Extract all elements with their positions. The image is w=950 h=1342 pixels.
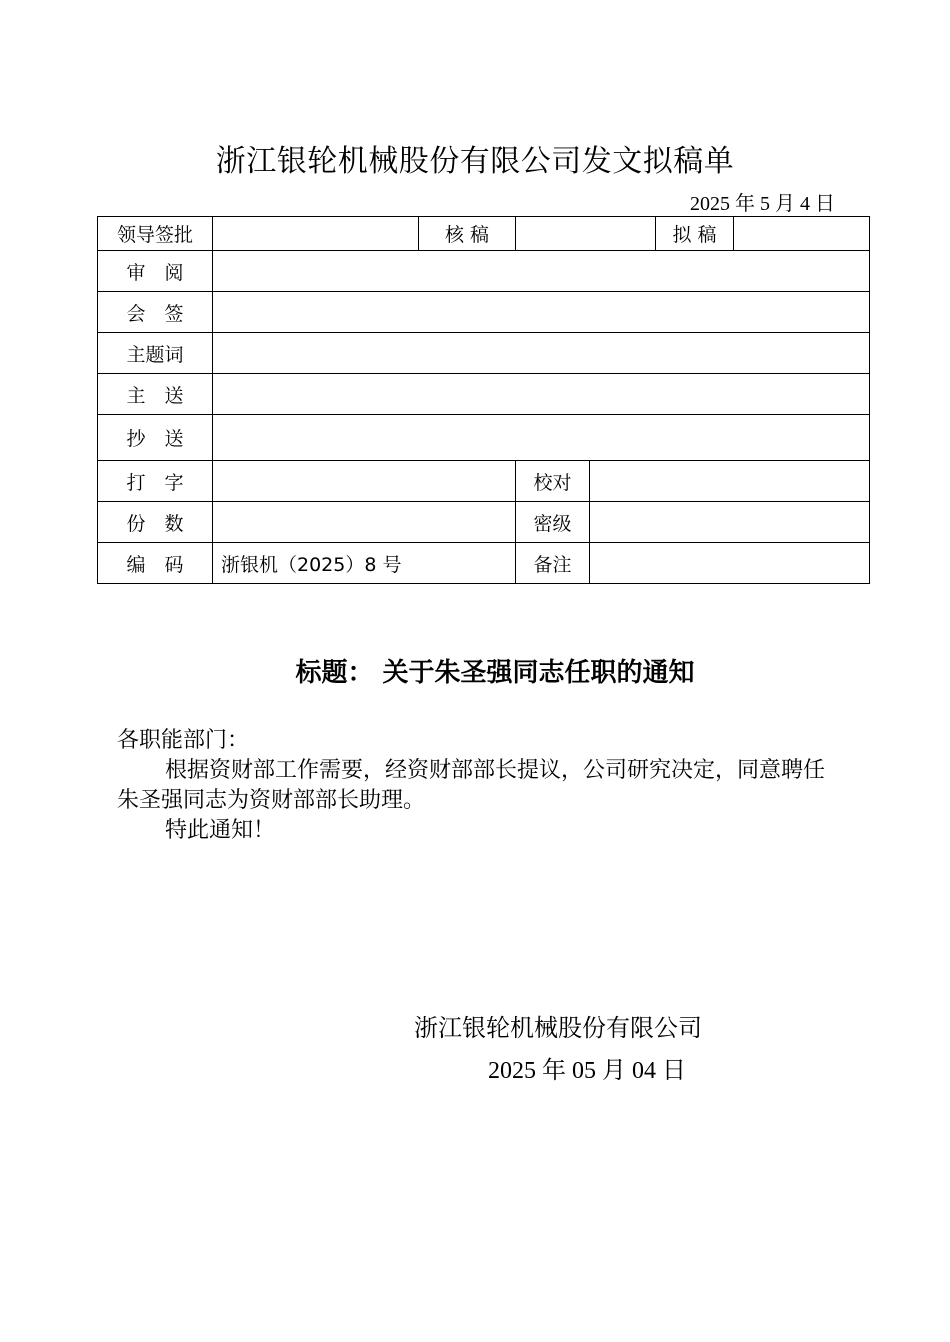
secret-level-field[interactable] [590, 502, 870, 543]
body-paragraph: 根据资财部工作需要，经资财部部长提议，公司研究决定，同意聘任朱圣强同志为资财部部长助理。 [117, 758, 826, 813]
draft-label: 拟 稿 [656, 217, 734, 251]
document-title: 浙江银轮机械股份有限公司发文拟稿单 [215, 144, 735, 179]
copies-label: 份 数 [98, 502, 213, 543]
draft-form-table [97, 216, 870, 584]
proofread-field[interactable] [590, 461, 870, 502]
proofread-label: 校对 [516, 461, 590, 502]
verify-field[interactable] [516, 217, 656, 251]
remarks-field[interactable] [590, 543, 870, 584]
remarks-label: 备注 [516, 543, 590, 584]
salutation: 各职能部门： [117, 728, 250, 753]
code-value: 浙银机（2025）8 号 [213, 543, 516, 584]
signature-date: 2025 年 05 月 04 日 [488, 1058, 686, 1084]
notice-subject: 标题： 关于朱圣强同志任职的通知 [295, 658, 695, 688]
signature-org: 浙江银轮机械股份有限公司 [414, 1014, 702, 1042]
send-to-label: 主 送 [98, 374, 213, 415]
keywords-label: 主题词 [98, 333, 213, 374]
leader-approve-field[interactable] [213, 217, 419, 251]
countersign-label: 会 签 [98, 292, 213, 333]
secret-level-label: 密级 [516, 502, 590, 543]
typing-label: 打 字 [98, 461, 213, 502]
verify-label: 核 稿 [419, 217, 516, 251]
send-to-field[interactable] [213, 374, 870, 415]
countersign-field[interactable] [213, 292, 870, 333]
closing: 特此通知！ [165, 818, 276, 843]
notice-body [117, 726, 837, 846]
header-date: 2025 年 5 月 4 日 [690, 193, 835, 215]
cc-field[interactable] [213, 415, 870, 461]
copies-field[interactable] [213, 502, 516, 543]
typing-field[interactable] [213, 461, 516, 502]
draft-field[interactable] [734, 217, 870, 251]
code-label: 编 码 [98, 543, 213, 584]
review-field[interactable] [213, 251, 870, 292]
keywords-field[interactable] [213, 333, 870, 374]
cc-label: 抄 送 [98, 415, 213, 461]
review-label: 审 阅 [98, 251, 213, 292]
leader-approve-label: 领导签批 [98, 217, 213, 251]
